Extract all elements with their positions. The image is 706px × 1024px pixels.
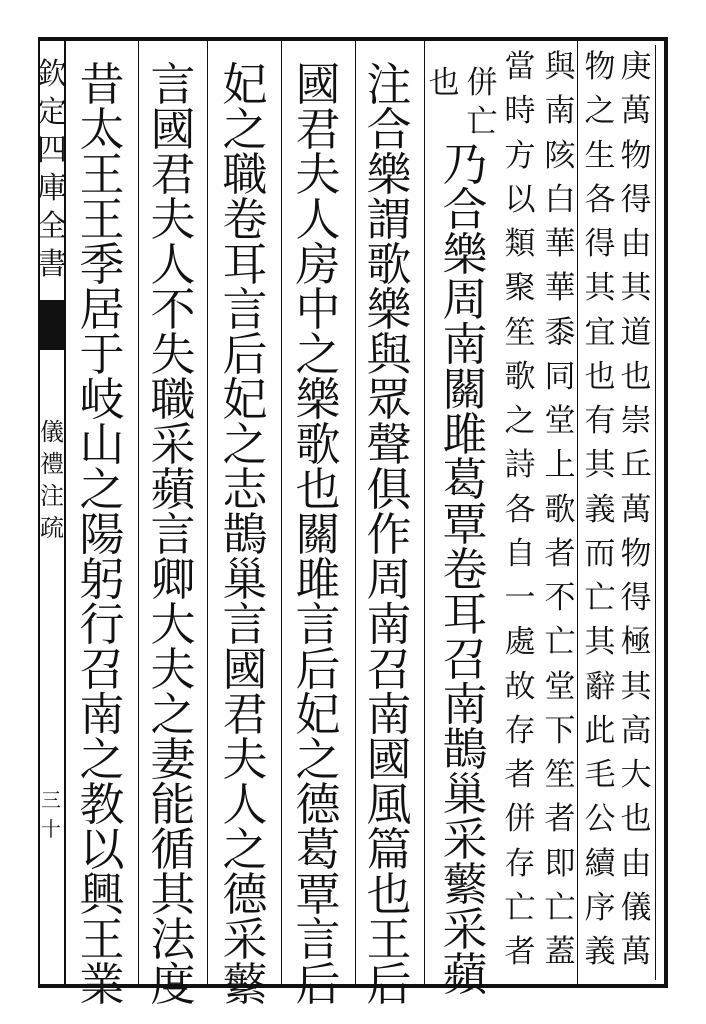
glyph: 國 <box>150 103 196 156</box>
glyph: 君 <box>222 688 268 741</box>
glyph: 宜 <box>584 314 616 351</box>
glyph: 關 <box>442 363 488 416</box>
glyph: 物 <box>584 49 616 85</box>
glyph: 大 <box>620 757 652 793</box>
glyph: 王 <box>79 193 125 246</box>
glyph: 篇 <box>366 823 412 876</box>
text-column-3 <box>540 49 580 970</box>
glyph: 合 <box>366 103 412 156</box>
column-divider <box>207 41 208 984</box>
glyph: 人 <box>222 778 268 831</box>
glyph: 辭 <box>584 668 616 705</box>
glyph: 由 <box>620 845 652 882</box>
glyph: 陽 <box>79 508 125 561</box>
glyph: 夫 <box>295 148 341 201</box>
text-column-4 <box>500 49 540 970</box>
glyph: 蘋 <box>442 948 488 1001</box>
glyph: 者 <box>544 801 576 838</box>
glyph: 也 <box>295 463 341 516</box>
glyph: 四 <box>37 133 67 168</box>
glyph: 陔 <box>544 137 576 174</box>
glyph: 德 <box>295 778 341 831</box>
glyph: 其 <box>584 447 616 484</box>
glyph: 周 <box>442 273 488 326</box>
glyph: 人 <box>295 193 341 246</box>
glyph: 葛 <box>442 453 488 506</box>
glyph: 萬 <box>620 93 652 130</box>
glyph: 耳 <box>222 238 268 291</box>
glyph: 其 <box>150 868 196 921</box>
glyph: 太 <box>79 103 125 156</box>
glyph: 言 <box>295 913 341 966</box>
glyph: 也 <box>620 358 652 395</box>
glyph: 季 <box>79 238 125 291</box>
glyph: 庫 <box>37 171 67 206</box>
book-title <box>38 420 66 540</box>
glyph: 一 <box>504 580 536 616</box>
glyph: 卷 <box>222 193 268 246</box>
glyph: 南 <box>442 678 488 731</box>
glyph: 之 <box>150 688 196 741</box>
glyph: 之 <box>504 403 536 439</box>
glyph: 也 <box>366 868 412 921</box>
text-column-8 <box>364 58 414 1011</box>
glyph: 華 <box>544 226 576 262</box>
glyph: 夫 <box>222 733 268 786</box>
glyph: 采 <box>442 813 488 866</box>
glyph: 也 <box>584 358 616 395</box>
glyph: 俱 <box>366 463 412 516</box>
glyph: 召 <box>79 643 125 696</box>
glyph: 后 <box>366 958 412 1011</box>
glyph: 樂 <box>442 228 488 281</box>
glyph: 欽 <box>37 57 67 92</box>
glyph: 職 <box>150 373 196 426</box>
glyph: 義 <box>584 491 616 528</box>
glyph: 之 <box>222 103 268 156</box>
glyph: 儀 <box>620 889 652 926</box>
glyph: 亡 <box>584 580 616 616</box>
glyph: 下 <box>544 712 576 749</box>
glyph: 教 <box>79 778 125 831</box>
glyph: 以 <box>504 181 536 218</box>
glyph: 言 <box>150 508 196 561</box>
glyph: 物 <box>620 137 652 174</box>
text-column-9 <box>293 58 343 1011</box>
text-column-12 <box>77 58 127 1011</box>
glyph: 物 <box>620 535 652 572</box>
glyph: 作 <box>366 508 412 561</box>
glyph: 樂 <box>366 283 412 336</box>
glyph: 國 <box>295 58 341 111</box>
glyph: 采 <box>442 903 488 956</box>
text-column-10 <box>220 58 270 1011</box>
glyph: 者 <box>544 535 576 572</box>
glyph: 周 <box>366 553 412 606</box>
glyph: 蘩 <box>222 958 268 1011</box>
glyph: 卿 <box>150 553 196 606</box>
glyph: 不 <box>150 283 196 336</box>
glyph: 法 <box>150 913 196 966</box>
glyph: 聲 <box>366 418 412 471</box>
glyph: 歌 <box>366 238 412 291</box>
glyph: 得 <box>620 181 652 218</box>
glyph: 居 <box>79 283 125 336</box>
glyph: 雎 <box>442 408 488 461</box>
glyph: 笙 <box>544 757 576 793</box>
glyph: 華 <box>544 270 576 307</box>
glyph: 岐 <box>79 373 125 426</box>
glyph: 此 <box>584 712 616 749</box>
glyph: 者 <box>504 757 536 793</box>
glyph: 高 <box>620 712 652 749</box>
glyph: 禮 <box>40 450 64 478</box>
glyph: 併 <box>504 801 536 838</box>
glyph: 人 <box>150 238 196 291</box>
glyph: 其 <box>620 270 652 307</box>
glyph: 黍 <box>544 314 576 351</box>
glyph: 歌 <box>504 358 536 395</box>
glyph: 王 <box>79 913 125 966</box>
glyph: 妃 <box>222 373 268 426</box>
glyph: 后 <box>222 328 268 381</box>
glyph: 大 <box>150 598 196 651</box>
text-column-7 <box>440 138 490 1001</box>
glyph: 上 <box>544 447 576 484</box>
glyph: 夫 <box>150 643 196 696</box>
glyph: 之 <box>222 823 268 876</box>
glyph: 覃 <box>295 868 341 921</box>
glyph: 巢 <box>222 553 268 606</box>
glyph: 與 <box>366 328 412 381</box>
glyph: 葛 <box>295 823 341 876</box>
glyph: 得 <box>584 226 616 262</box>
glyph: 有 <box>584 403 616 439</box>
glyph: 采 <box>222 913 268 966</box>
text-column-5 <box>462 65 502 140</box>
glyph: 存 <box>504 712 536 749</box>
glyph: 書 <box>37 247 67 282</box>
glyph: 庚 <box>620 49 652 85</box>
glyph: 言 <box>222 283 268 336</box>
glyph: 亡 <box>504 889 536 926</box>
glyph: 職 <box>222 148 268 201</box>
glyph: 生 <box>584 137 616 174</box>
text-column-6 <box>424 65 464 104</box>
glyph: 房 <box>295 238 341 291</box>
glyph: 謂 <box>366 193 412 246</box>
glyph: 堂 <box>544 668 576 705</box>
glyph: 卷 <box>442 543 488 596</box>
column-divider <box>138 41 139 984</box>
glyph: 亡 <box>544 889 576 926</box>
glyph: 蓋 <box>544 934 576 970</box>
glyph: 南 <box>366 598 412 651</box>
column-divider <box>281 41 282 984</box>
glyph: 南 <box>442 318 488 371</box>
glyph: 能 <box>150 778 196 831</box>
glyph: 也 <box>428 65 460 101</box>
glyph: 之 <box>79 733 125 786</box>
glyph: 不 <box>544 580 576 616</box>
glyph: 丘 <box>620 447 652 484</box>
glyph: 國 <box>366 733 412 786</box>
glyph: 其 <box>584 624 616 661</box>
glyph: 故 <box>504 668 536 705</box>
glyph: 度 <box>150 958 196 1011</box>
glyph: 后 <box>295 643 341 696</box>
glyph: 興 <box>79 868 125 921</box>
glyph: 其 <box>584 270 616 307</box>
glyph: 者 <box>504 934 536 970</box>
glyph: 由 <box>620 226 652 262</box>
glyph: 亡 <box>544 624 576 661</box>
glyph: 自 <box>504 535 536 572</box>
glyph: 乃 <box>442 138 488 191</box>
glyph: 道 <box>620 314 652 351</box>
glyph: 夫 <box>150 193 196 246</box>
glyph: 合 <box>442 183 488 236</box>
glyph: 言 <box>150 58 196 111</box>
glyph: 巢 <box>442 768 488 821</box>
glyph: 妃 <box>222 58 268 111</box>
glyph: 亡 <box>466 104 498 140</box>
glyph: 樂 <box>366 148 412 201</box>
text-column-1 <box>616 49 656 970</box>
glyph: 召 <box>366 643 412 696</box>
glyph: 南 <box>366 688 412 741</box>
glyph: 堂 <box>544 403 576 439</box>
glyph: 崇 <box>620 403 652 439</box>
fishtail-mark <box>40 300 64 350</box>
glyph: 之 <box>222 418 268 471</box>
glyph: 各 <box>504 491 536 528</box>
glyph: 全 <box>37 209 67 244</box>
glyph: 君 <box>295 103 341 156</box>
glyph: 德 <box>222 868 268 921</box>
glyph: 雎 <box>295 553 341 606</box>
glyph: 萬 <box>620 491 652 528</box>
glyph: 當 <box>504 49 536 85</box>
glyph: 蘋 <box>150 463 196 516</box>
glyph: 詩 <box>504 447 536 484</box>
glyph: 公 <box>584 801 616 838</box>
glyph: 序 <box>584 889 616 926</box>
glyph: 續 <box>584 845 616 882</box>
glyph: 同 <box>544 358 576 395</box>
glyph: 中 <box>295 283 341 336</box>
glyph: 山 <box>79 418 125 471</box>
glyph: 關 <box>295 508 341 561</box>
frame-top-rule <box>40 37 666 41</box>
glyph: 召 <box>442 633 488 686</box>
glyph: 于 <box>79 328 125 381</box>
glyph: 樂 <box>295 373 341 426</box>
glyph: 妃 <box>295 688 341 741</box>
glyph: 毛 <box>584 757 616 793</box>
glyph: 白 <box>544 181 576 218</box>
glyph: 言 <box>222 598 268 651</box>
glyph: 處 <box>504 624 536 661</box>
glyph: 國 <box>222 643 268 696</box>
column-divider <box>355 41 356 984</box>
page-number: 三十 <box>41 788 61 841</box>
glyph: 南 <box>79 688 125 741</box>
glyph: 時 <box>504 93 536 130</box>
glyph: 方 <box>504 137 536 174</box>
glyph: 而 <box>584 535 616 572</box>
glyph: 業 <box>79 958 125 1011</box>
glyph: 王 <box>79 148 125 201</box>
glyph: 風 <box>366 778 412 831</box>
glyph: 儀 <box>40 418 64 446</box>
glyph: 類 <box>504 226 536 262</box>
glyph: 其 <box>620 668 652 705</box>
glyph: 采 <box>150 418 196 471</box>
glyph: 聚 <box>504 270 536 307</box>
glyph: 即 <box>544 845 576 882</box>
glyph: 歌 <box>544 491 576 528</box>
glyph: 得 <box>620 580 652 616</box>
series-title <box>37 57 67 282</box>
glyph: 行 <box>79 598 125 651</box>
glyph: 之 <box>584 93 616 130</box>
glyph: 之 <box>295 733 341 786</box>
glyph: 眾 <box>366 373 412 426</box>
glyph: 之 <box>295 328 341 381</box>
glyph: 也 <box>620 801 652 838</box>
glyph: 后 <box>295 958 341 1011</box>
glyph: 極 <box>620 624 652 661</box>
glyph: 失 <box>150 328 196 381</box>
glyph: 耳 <box>442 588 488 641</box>
glyph: 躬 <box>79 553 125 606</box>
glyph: 之 <box>79 463 125 516</box>
glyph: 妻 <box>150 733 196 786</box>
glyph: 昔 <box>79 58 125 111</box>
glyph: 各 <box>584 181 616 218</box>
glyph: 鵲 <box>222 508 268 561</box>
glyph: 疏 <box>40 514 64 542</box>
text-column-11 <box>148 58 198 1011</box>
glyph: 蘩 <box>442 858 488 911</box>
column-divider <box>424 41 425 984</box>
glyph: 循 <box>150 823 196 876</box>
text-column-2 <box>580 49 620 970</box>
glyph: 笙 <box>504 314 536 351</box>
glyph: 鵲 <box>442 723 488 776</box>
glyph: 言 <box>295 598 341 651</box>
frame-right-outer-rule <box>664 37 668 988</box>
glyph: 定 <box>37 95 67 130</box>
glyph: 注 <box>366 58 412 111</box>
frame-bottom-rule <box>40 984 666 988</box>
glyph: 義 <box>584 934 616 970</box>
glyph: 注 <box>40 482 64 510</box>
glyph: 併 <box>466 65 498 101</box>
glyph: 萬 <box>620 934 652 970</box>
glyph: 王 <box>366 913 412 966</box>
glyph: 以 <box>79 823 125 876</box>
glyph: 與 <box>544 49 576 85</box>
glyph: 歌 <box>295 418 341 471</box>
glyph: 南 <box>544 93 576 130</box>
glyph: 存 <box>504 845 536 882</box>
glyph: 君 <box>150 148 196 201</box>
glyph: 覃 <box>442 498 488 551</box>
glyph: 志 <box>222 463 268 516</box>
